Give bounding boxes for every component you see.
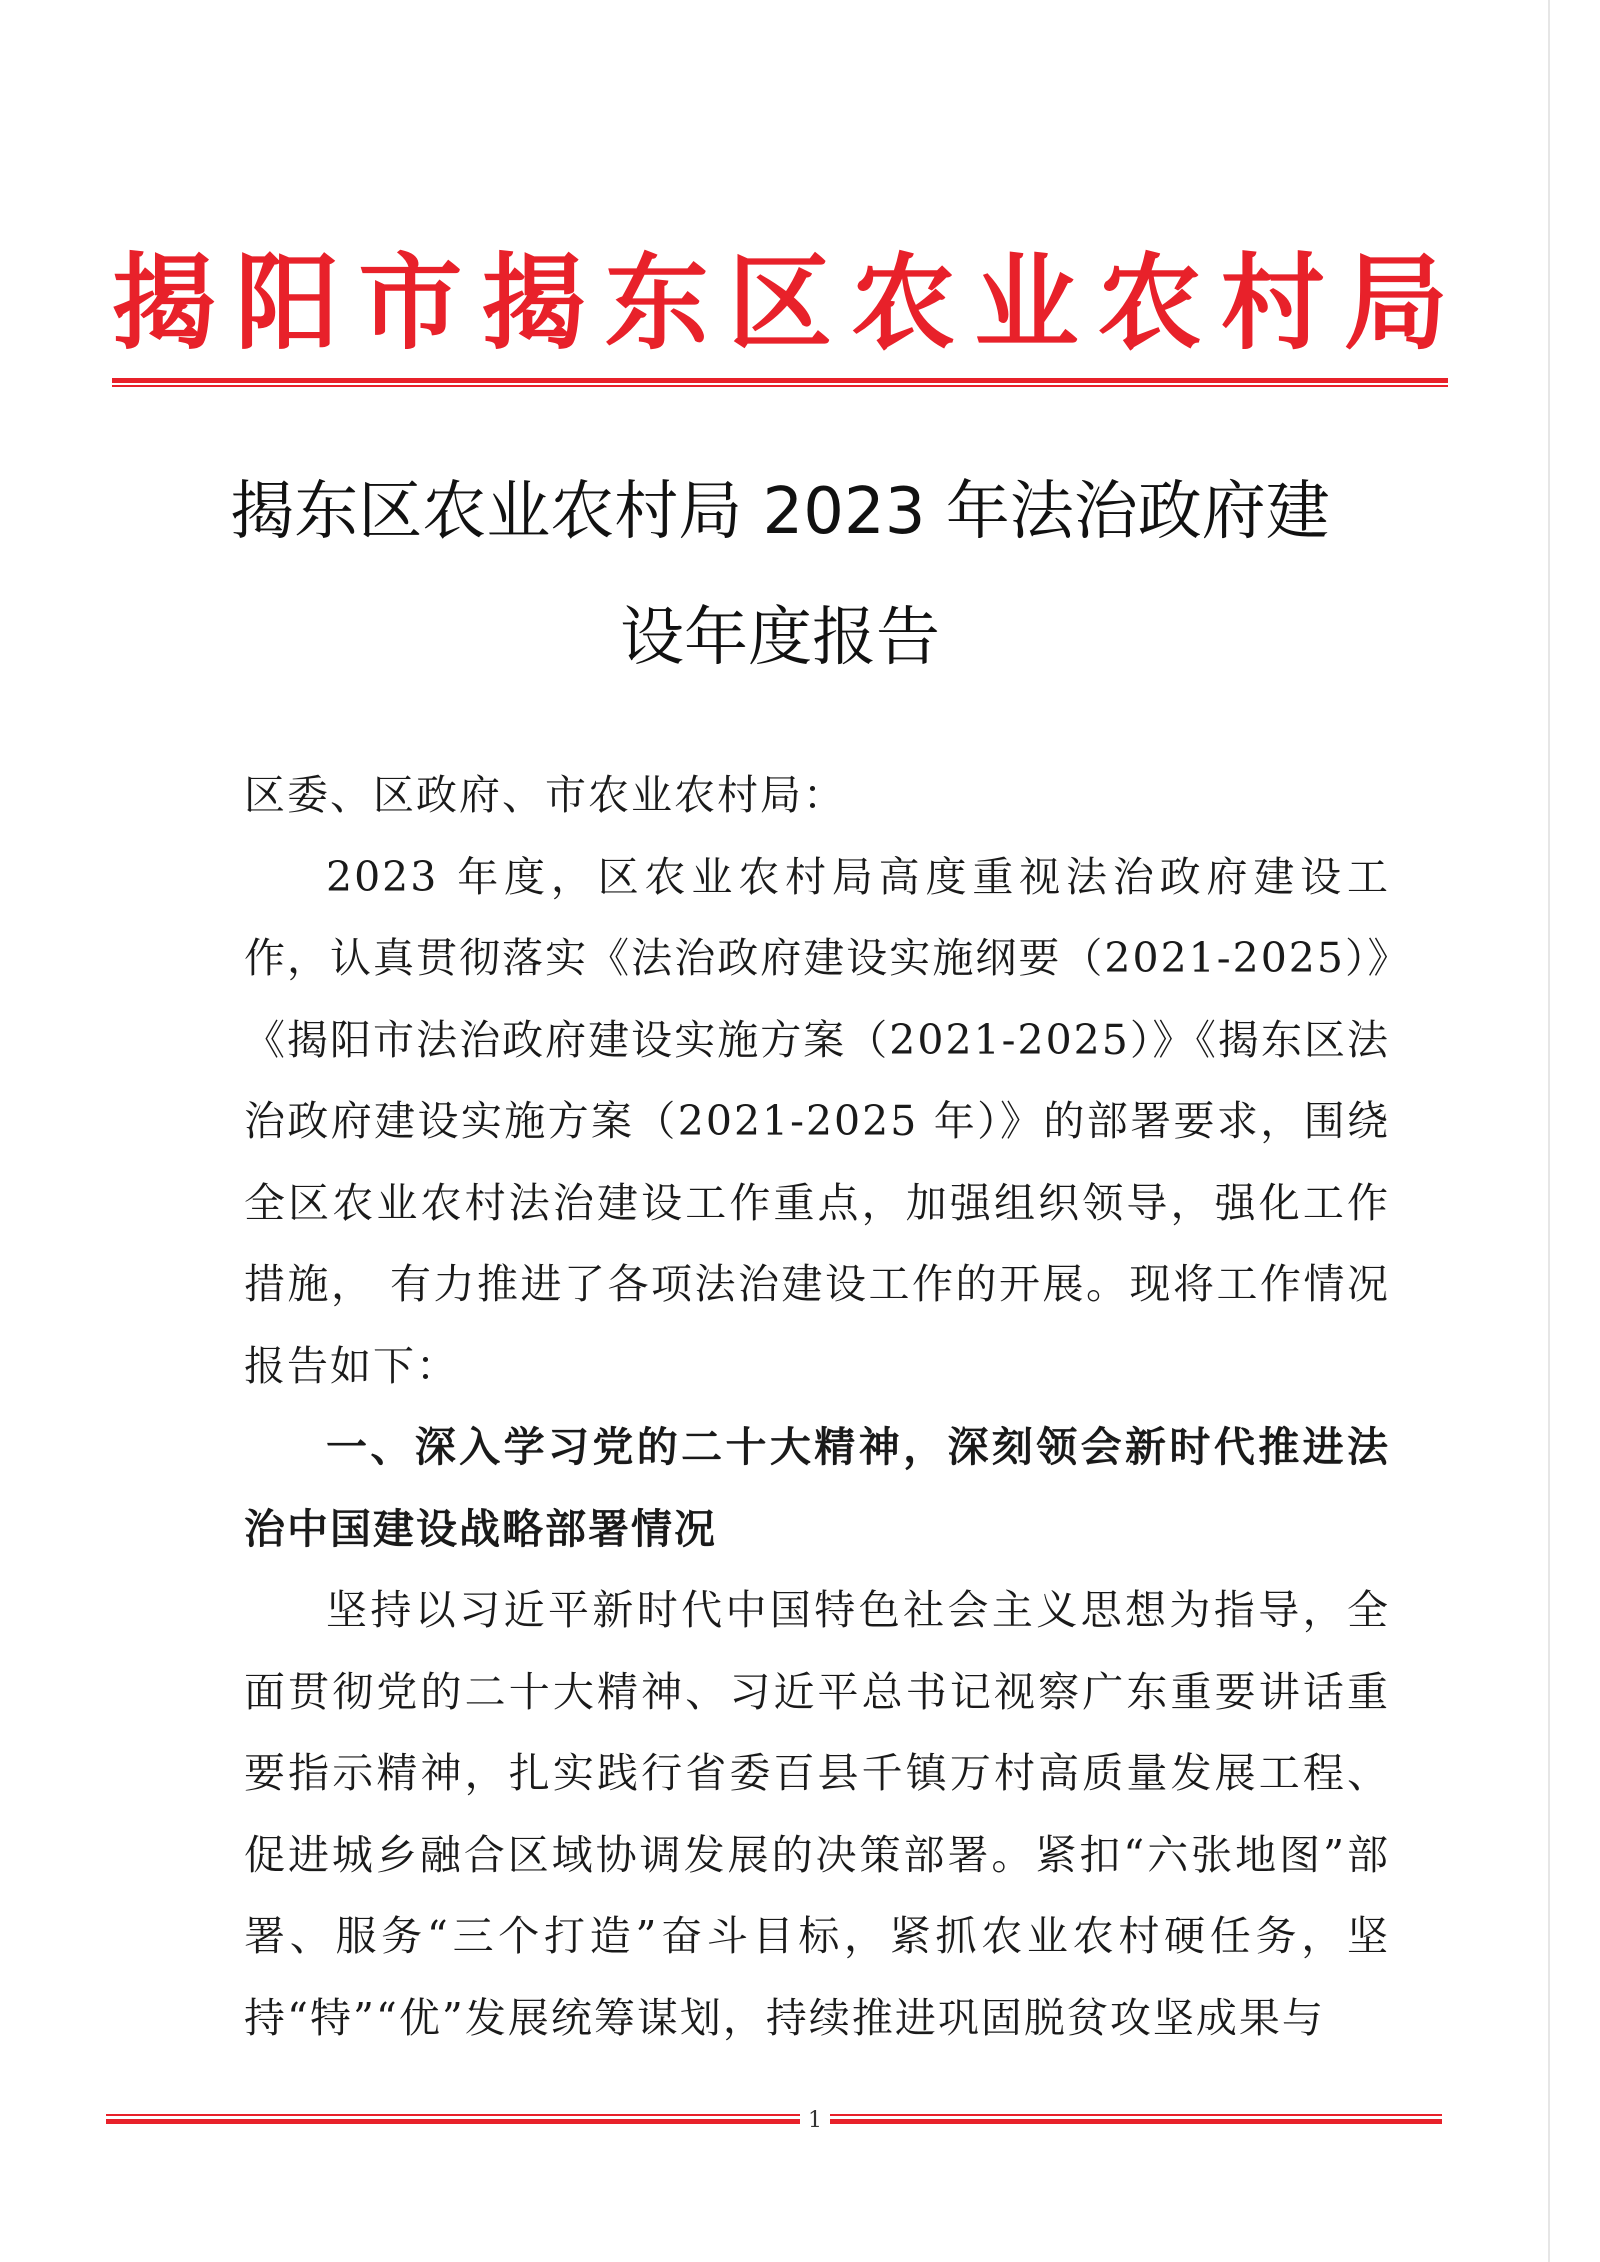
document-title-line-1: 揭东区农业农村局 2023 年法治政府建 — [230, 475, 1330, 549]
letterhead-red-rule — [112, 378, 1448, 388]
page-edge-line — [1548, 0, 1550, 2262]
salutation: 区委、区政府、市农业农村局： — [244, 771, 846, 819]
letterhead-char: 局 — [1343, 241, 1448, 364]
footer-red-rule — [106, 2114, 1442, 2126]
letterhead — [112, 238, 1448, 368]
page-number: 1 — [800, 2108, 830, 2133]
letterhead-char: 揭 — [481, 241, 586, 364]
document-body — [244, 755, 1390, 2059]
intro-paragraph: 2023 年度，区农业农村局高度重视法治政府建设工作，认真贯彻落实《法治政府建设实施纲要（2021-2025）》《揭阳市法治政府建设实施方案（2021-2025）》《揭东区法治政府建设实施方案（2021-2025 年）》的部署要求，围绕全区农业农村法治建设工作重点，加强组织领导，强化工作措施， 有力推进了各项法治建设工作的开展。现将工作情况报告如下： — [244, 852, 1390, 1390]
letterhead-char: 区 — [727, 241, 832, 364]
section-1-paragraph: 坚持以习近平新时代中国特色社会主义思想为指导，全面贯彻党的二十大精神、习近平总书记视察广东重要讲话重要指示精神，扎实践行省委百县千镇万村高质量发展工程、促进城乡融合区域协调发展的决策部署。紧扣“六张地图”部署、服务“三个打造”奋斗目标，紧抓农业农村硬任务，坚持“特”“优”发展统筹谋划，持续推进巩固脱贫攻坚成果与 — [244, 1586, 1390, 2042]
letterhead-char: 揭 — [112, 241, 217, 364]
section-1-heading: 一、深入学习党的二十大精神，深刻领会新时代推进法治中国建设战略部署情况 — [244, 1423, 1390, 1553]
letterhead-char: 市 — [358, 241, 463, 364]
letterhead-char: 阳 — [235, 241, 340, 364]
letterhead-char: 东 — [604, 241, 709, 364]
letterhead-char: 农 — [851, 241, 956, 364]
letterhead-char: 村 — [1220, 241, 1325, 364]
letterhead-char: 业 — [974, 241, 1079, 364]
document-title-line-2: 设年度报告 — [620, 601, 940, 675]
letterhead-char: 农 — [1097, 241, 1202, 364]
